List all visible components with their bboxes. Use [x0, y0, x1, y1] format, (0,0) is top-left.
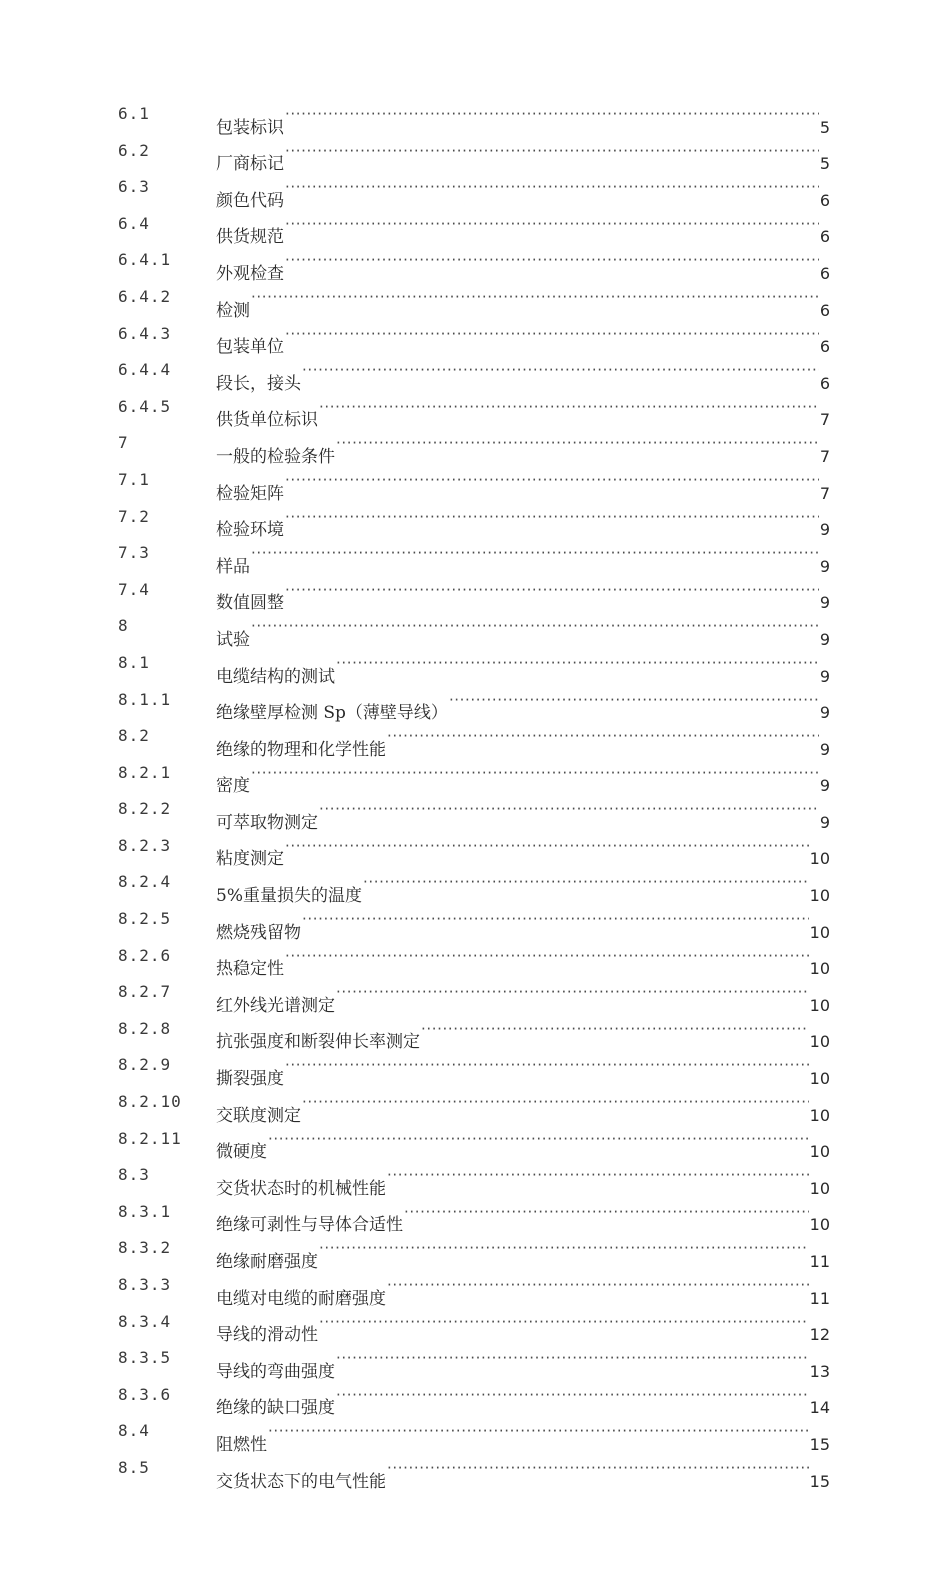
toc-section-number: 6.4	[118, 213, 150, 233]
toc-section-number: 7.3	[118, 543, 150, 563]
toc-section-number: 8.3.6	[118, 1384, 172, 1404]
toc-entry[interactable]	[118, 1230, 830, 1272]
toc-page-number: 10	[809, 1069, 830, 1089]
toc-dot-leader	[319, 1304, 809, 1341]
toc-dot-leader	[285, 242, 819, 279]
toc-section-title: 交货状态时的机械性能	[216, 1178, 386, 1199]
toc-section-title: 抗张强度和断裂伸长率测定	[216, 1032, 420, 1053]
toc-section-number: 8.3.2	[118, 1238, 172, 1258]
toc-entry[interactable]	[118, 316, 830, 358]
toc-section-title: 交联度测定	[216, 1105, 301, 1126]
toc-entry[interactable]	[118, 206, 830, 248]
toc-section-title: 段长，接头	[216, 373, 301, 394]
toc-page-number: 6	[819, 263, 830, 283]
toc-page-number: 7	[819, 483, 830, 503]
toc-section-number: 8.2.7	[118, 982, 172, 1002]
toc-section-number: 8.3.1	[118, 1201, 172, 1221]
toc-entry[interactable]	[118, 938, 830, 980]
toc-entry[interactable]	[118, 645, 830, 687]
toc-entry[interactable]	[118, 791, 830, 833]
toc-section-title: 绝缘耐磨强度	[216, 1252, 318, 1272]
toc-section-title: 包装标识	[216, 117, 284, 138]
toc-page-number: 9	[819, 776, 830, 796]
toc-entry[interactable]	[118, 242, 830, 284]
toc-page-number: 9	[819, 629, 830, 649]
toc-entry[interactable]	[118, 1450, 830, 1492]
toc-section-title: 可萃取物测定	[216, 812, 318, 833]
toc-section-title: 交货状态下的电气性能	[216, 1471, 386, 1492]
toc-dot-leader	[336, 645, 819, 682]
toc-entry[interactable]	[118, 718, 830, 760]
toc-page-number: 6	[819, 373, 830, 393]
toc-section-number: 8.1.1	[118, 689, 172, 709]
toc-page-number: 10	[809, 1105, 830, 1125]
toc-entry[interactable]	[118, 1413, 830, 1455]
toc-dot-leader	[285, 828, 809, 865]
toc-section-title: 导线的弯曲强度	[216, 1361, 335, 1382]
toc-section-title: 导线的滑动性	[216, 1325, 318, 1346]
toc-entry[interactable]	[118, 1340, 830, 1382]
toc-section-title: 微硬度	[216, 1142, 267, 1163]
toc-dot-leader	[285, 206, 819, 243]
toc-section-title: 样品	[216, 556, 250, 577]
toc-section-number: 8.4	[118, 1421, 150, 1441]
toc-section-number: 8.3.5	[118, 1348, 172, 1368]
toc-dot-leader	[285, 316, 819, 353]
toc-dot-leader	[302, 352, 819, 389]
toc-page-number: 11	[809, 1288, 830, 1308]
toc-dot-leader	[387, 718, 819, 755]
toc-entry[interactable]	[118, 1267, 830, 1309]
toc-section-title: 密度	[216, 776, 250, 797]
toc-section-number: 8.2.8	[118, 1018, 172, 1038]
toc-dot-leader	[268, 1413, 809, 1450]
toc-entry[interactable]	[118, 462, 830, 504]
toc-section-number: 8.2.10	[118, 1092, 182, 1112]
toc-entry-line	[216, 1450, 830, 1500]
toc-section-number: 8.5	[118, 1457, 150, 1477]
toc-section-title: 试验	[216, 629, 250, 650]
toc-entry[interactable]	[118, 1157, 830, 1199]
toc-page-number: 9	[819, 739, 830, 759]
toc-section-title: 粘度测定	[216, 849, 284, 870]
toc-entry[interactable]	[118, 133, 830, 175]
toc-dot-leader	[319, 1230, 809, 1267]
toc-section-title: 绝缘的物理和化学性能	[216, 739, 386, 760]
toc-section-title: 燃烧残留物	[216, 922, 301, 943]
toc-dot-leader	[251, 535, 819, 572]
toc-page-number: 12	[809, 1325, 830, 1345]
toc-dot-leader	[285, 96, 819, 133]
toc-entry[interactable]	[118, 1194, 830, 1236]
toc-dot-leader	[285, 499, 819, 536]
toc-dot-leader	[449, 682, 819, 719]
toc-page-number: 9	[819, 593, 830, 613]
toc-entry[interactable]	[118, 96, 830, 138]
toc-entry[interactable]	[118, 572, 830, 614]
toc-page-number: 10	[809, 995, 830, 1015]
toc-entry[interactable]	[118, 755, 830, 797]
toc-entry[interactable]	[118, 279, 830, 321]
toc-dot-leader	[285, 572, 819, 609]
toc-section-number: 6.4.1	[118, 250, 172, 270]
toc-page-number: 6	[819, 300, 830, 320]
toc-dot-leader	[251, 608, 819, 645]
toc-dot-leader	[336, 1377, 809, 1414]
toc-section-title: 绝缘可剥性与导体合适性	[216, 1215, 403, 1236]
toc-section-number: 8.2	[118, 726, 150, 746]
toc-dot-leader	[319, 389, 819, 426]
toc-page-number: 6	[819, 337, 830, 357]
toc-section-title: 5%重量损失的温度	[216, 886, 362, 907]
toc-page-number: 10	[809, 922, 830, 942]
toc-dot-leader	[285, 133, 819, 170]
toc-dot-leader	[387, 1157, 809, 1194]
toc-section-number: 6.4.2	[118, 286, 172, 306]
toc-dot-leader	[285, 462, 819, 499]
toc-dot-leader	[302, 901, 809, 938]
toc-page-number: 9	[819, 812, 830, 832]
toc-entry[interactable]	[118, 864, 830, 907]
toc-page-number: 14	[809, 1398, 830, 1418]
toc-section-title: 红外线光谱测定	[216, 995, 335, 1016]
toc-page-number: 10	[809, 849, 830, 869]
toc-page-number: 10	[809, 1178, 830, 1198]
toc-page-number: 5	[819, 154, 830, 174]
toc-dot-leader	[387, 1267, 809, 1304]
toc-section-number: 8.2.3	[118, 835, 172, 855]
toc-section-title: 撕裂强度	[216, 1069, 284, 1090]
toc-section-title: 绝缘的缺口强度	[216, 1398, 335, 1419]
toc-section-number: 6.1	[118, 104, 150, 123]
toc-page-number: 15	[809, 1471, 830, 1491]
toc-dot-leader	[319, 791, 819, 828]
toc-section-number: 7	[118, 433, 129, 453]
toc-section-number: 8.2.6	[118, 945, 172, 965]
toc-entry[interactable]	[118, 1121, 830, 1163]
toc-entry[interactable]	[118, 974, 830, 1016]
toc-dot-leader	[285, 1047, 809, 1084]
toc-page-number: 10	[809, 959, 830, 979]
toc-section-title: 绝缘壁厚检测 Sp（薄壁导线）	[216, 703, 448, 724]
toc-section-title: 电缆结构的测试	[216, 666, 335, 687]
toc-page-number: 10	[809, 1215, 830, 1235]
table-of-contents	[118, 96, 830, 1492]
toc-dot-leader	[251, 755, 819, 792]
toc-dot-leader	[285, 169, 819, 206]
toc-section-number: 6.2	[118, 140, 150, 160]
toc-entry[interactable]	[118, 535, 830, 577]
toc-page-number: 5	[819, 117, 830, 137]
toc-page-number: 9	[819, 520, 830, 540]
toc-entry[interactable]	[118, 682, 830, 724]
toc-section-number: 8.3.4	[118, 1311, 172, 1331]
toc-entry[interactable]	[118, 828, 830, 870]
toc-entry[interactable]	[118, 1084, 830, 1126]
toc-section-number: 7.2	[118, 506, 150, 526]
toc-section-title: 检测	[216, 300, 250, 321]
toc-page-number: 7	[819, 446, 830, 466]
toc-dot-leader	[268, 1121, 809, 1158]
toc-dot-leader	[285, 938, 809, 975]
toc-section-number: 7.1	[118, 469, 150, 489]
toc-entry[interactable]	[118, 901, 830, 943]
toc-section-number: 8.2.5	[118, 909, 172, 929]
toc-dot-leader	[336, 425, 819, 462]
toc-section-title: 热稳定性	[216, 959, 284, 980]
toc-section-number: 8.3	[118, 1165, 150, 1185]
toc-entry[interactable]	[118, 1047, 830, 1090]
toc-section-title: 检验环境	[216, 520, 284, 541]
toc-section-number: 8	[118, 616, 129, 636]
toc-section-number: 8.3.3	[118, 1275, 172, 1294]
toc-page-number: 6	[819, 227, 830, 247]
toc-section-title: 厂商标记	[216, 154, 284, 175]
toc-section-title: 一般的检验条件	[216, 446, 335, 467]
toc-section-number: 8.1	[118, 652, 150, 672]
toc-section-number: 8.2.4	[118, 872, 172, 892]
toc-entry[interactable]	[118, 1011, 830, 1053]
toc-page-number: 10	[809, 886, 830, 906]
toc-page-number: 6	[819, 190, 830, 210]
toc-entry[interactable]	[118, 608, 830, 650]
toc-entry[interactable]	[118, 425, 830, 467]
toc-dot-leader	[421, 1011, 809, 1048]
toc-page-number: 10	[809, 1032, 830, 1052]
toc-section-number: 6.4.5	[118, 396, 172, 416]
toc-dot-leader	[363, 864, 809, 901]
toc-section-number: 8.2.11	[118, 1128, 182, 1148]
toc-page-number: 9	[819, 666, 830, 686]
toc-section-title: 数值圆整	[216, 593, 284, 614]
toc-section-number: 6.3	[118, 177, 150, 197]
toc-section-number: 8.2.1	[118, 762, 172, 782]
toc-page-number: 11	[809, 1252, 830, 1271]
toc-entry[interactable]	[118, 169, 830, 211]
toc-section-number: 7.4	[118, 579, 150, 599]
toc-dot-leader	[404, 1194, 809, 1231]
toc-section-title: 包装单位	[216, 337, 284, 358]
toc-entry[interactable]	[118, 1377, 830, 1419]
toc-page-number: 9	[819, 703, 830, 723]
toc-page-number: 9	[819, 556, 830, 576]
toc-section-number: 6.4.4	[118, 360, 172, 380]
toc-entry[interactable]	[118, 1304, 830, 1346]
toc-dot-leader	[336, 974, 809, 1011]
toc-section-title: 阻燃性	[216, 1434, 267, 1455]
toc-section-number: 8.2.9	[118, 1055, 172, 1075]
toc-section-title: 供货规范	[216, 227, 284, 248]
toc-dot-leader	[251, 279, 819, 316]
toc-section-title: 供货单位标识	[216, 410, 318, 431]
toc-page-number: 15	[809, 1434, 830, 1454]
toc-dot-leader	[387, 1450, 809, 1487]
toc-section-number: 8.2.2	[118, 799, 172, 819]
toc-dot-leader	[336, 1340, 809, 1377]
toc-dot-leader	[302, 1084, 809, 1121]
toc-entry[interactable]	[118, 352, 830, 394]
toc-section-title: 检验矩阵	[216, 483, 284, 504]
toc-entry[interactable]	[118, 499, 830, 541]
toc-section-number: 6.4.3	[118, 323, 172, 343]
toc-section-title: 电缆对电缆的耐磨强度	[216, 1288, 386, 1309]
toc-page-number: 10	[809, 1142, 830, 1162]
toc-page-number: 7	[819, 410, 830, 430]
toc-section-title: 颜色代码	[216, 190, 284, 211]
toc-page-number: 13	[809, 1361, 830, 1381]
toc-entry[interactable]	[118, 389, 830, 431]
toc-section-title: 外观检查	[216, 263, 284, 284]
